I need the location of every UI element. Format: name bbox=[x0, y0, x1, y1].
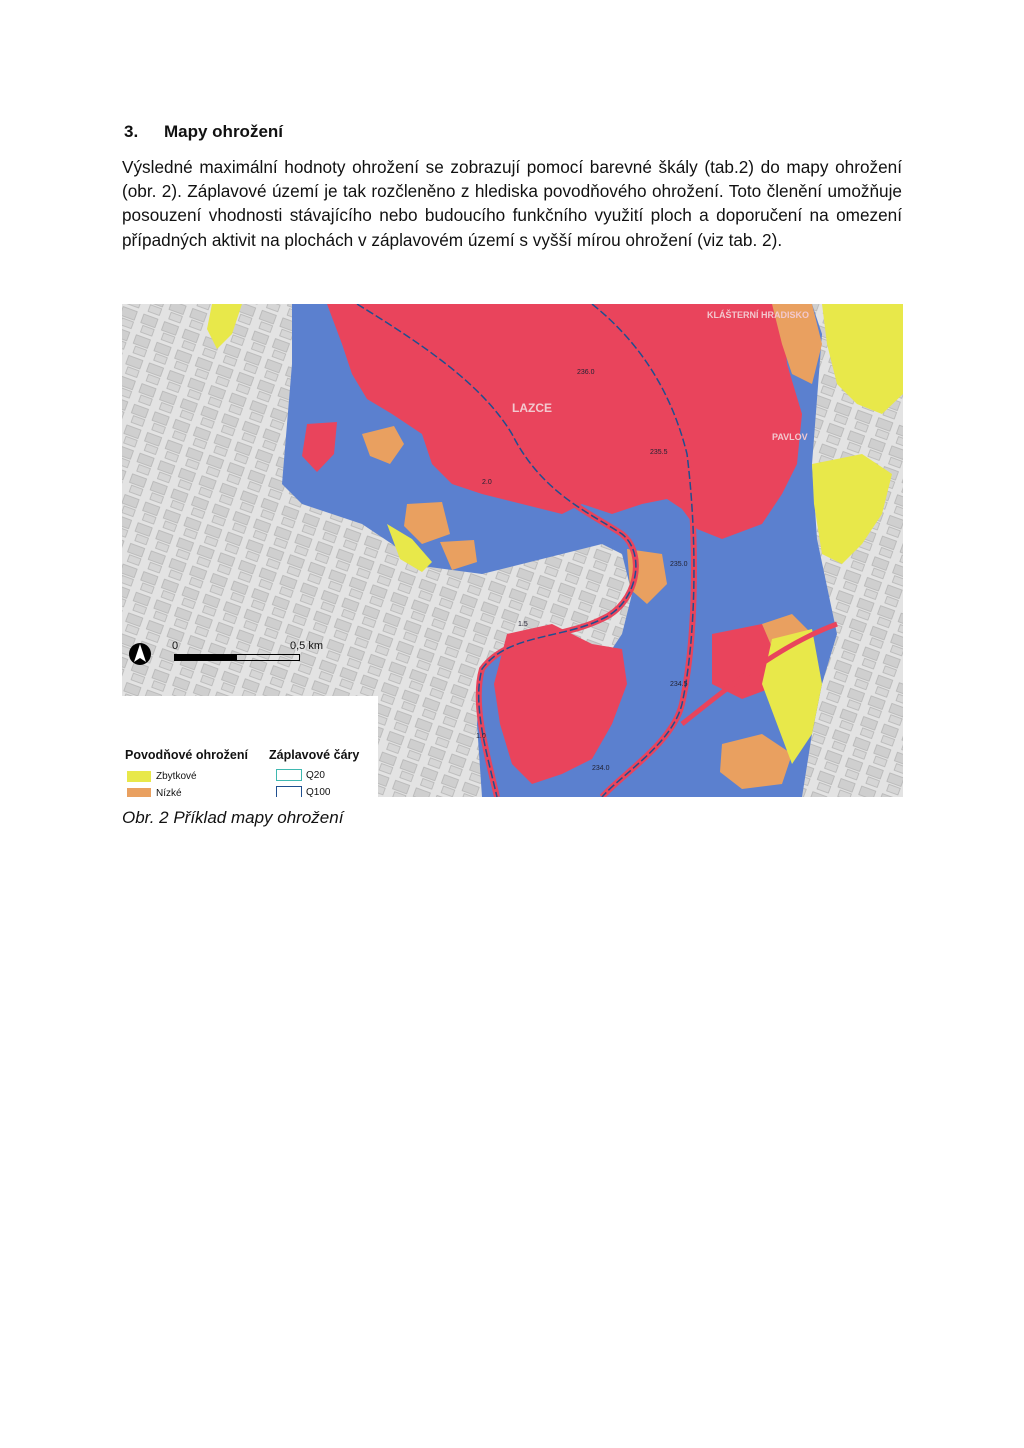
body-paragraph: Výsledné maximální hodnoty ohrožení se zobrazují pomocí barevné škály (tab.2) do mapy ohrožení (obr. 2). Záplavové území je tak rozčleněno z hlediska povodňového ohrožení. Toto členění umožňuje posouzení vhodnosti stávajícího nebo budoucího funkčního využití ploch a doporučení na omezení případných aktivit na plochách v záplavovém území s vyšší mírou ohrožení (viz tab. 2). bbox=[122, 157, 902, 250]
legend-swatch-q20 bbox=[276, 769, 302, 781]
hazard-map-figure bbox=[122, 304, 903, 797]
legend-swatch-nizke bbox=[127, 788, 151, 797]
km-label-7: 2.0 bbox=[482, 479, 492, 486]
km-label-2: 235.0 bbox=[670, 561, 688, 568]
scale-start-label: 0 bbox=[172, 640, 179, 652]
scale-end-label: 0,5 km bbox=[290, 640, 324, 652]
km-label-0: 236.0 bbox=[577, 369, 595, 376]
legend-item-zbytkove bbox=[127, 771, 197, 782]
hazard-legend-title: Povodňové ohrožení bbox=[125, 748, 248, 762]
scale-bar bbox=[172, 640, 332, 670]
legend-item-q100 bbox=[276, 786, 330, 797]
legend-item-q20 bbox=[276, 769, 325, 781]
north-arrow-icon bbox=[128, 640, 152, 668]
legend-label-nizke: Nízké bbox=[156, 788, 182, 797]
legend-label-zbytkove: Zbytkové bbox=[156, 771, 197, 782]
place-label-pavlov: PAVLOV bbox=[772, 432, 808, 442]
section-title: Mapy ohrožení bbox=[164, 122, 284, 141]
legend-label-q100: Q100 bbox=[306, 786, 331, 797]
km-label-1: 235.5 bbox=[650, 449, 668, 456]
place-label-klasterni-hradisko: KLÁŠTERNÍ HRADISKO bbox=[707, 310, 810, 320]
section-number: 3. bbox=[124, 122, 139, 141]
scale-line bbox=[174, 654, 300, 661]
legend-item-nizke bbox=[127, 788, 182, 797]
section-heading bbox=[124, 122, 283, 142]
lines-legend-title: Záplavové čáry bbox=[269, 748, 360, 762]
legend-label-q20: Q20 bbox=[306, 769, 325, 781]
legend-swatch-zbytkove bbox=[127, 771, 151, 782]
km-label-5: 1.5 bbox=[518, 621, 528, 628]
legend-swatch-q100 bbox=[276, 786, 302, 797]
km-label-3: 234.5 bbox=[670, 681, 688, 688]
legend-panel bbox=[122, 696, 378, 797]
place-label-lazce: LAZCE bbox=[512, 401, 552, 415]
figure-caption: Obr. 2 Příklad mapy ohrožení bbox=[122, 808, 344, 827]
km-label-4: 234.0 bbox=[592, 765, 610, 772]
km-label-6: 1.0 bbox=[476, 733, 486, 740]
